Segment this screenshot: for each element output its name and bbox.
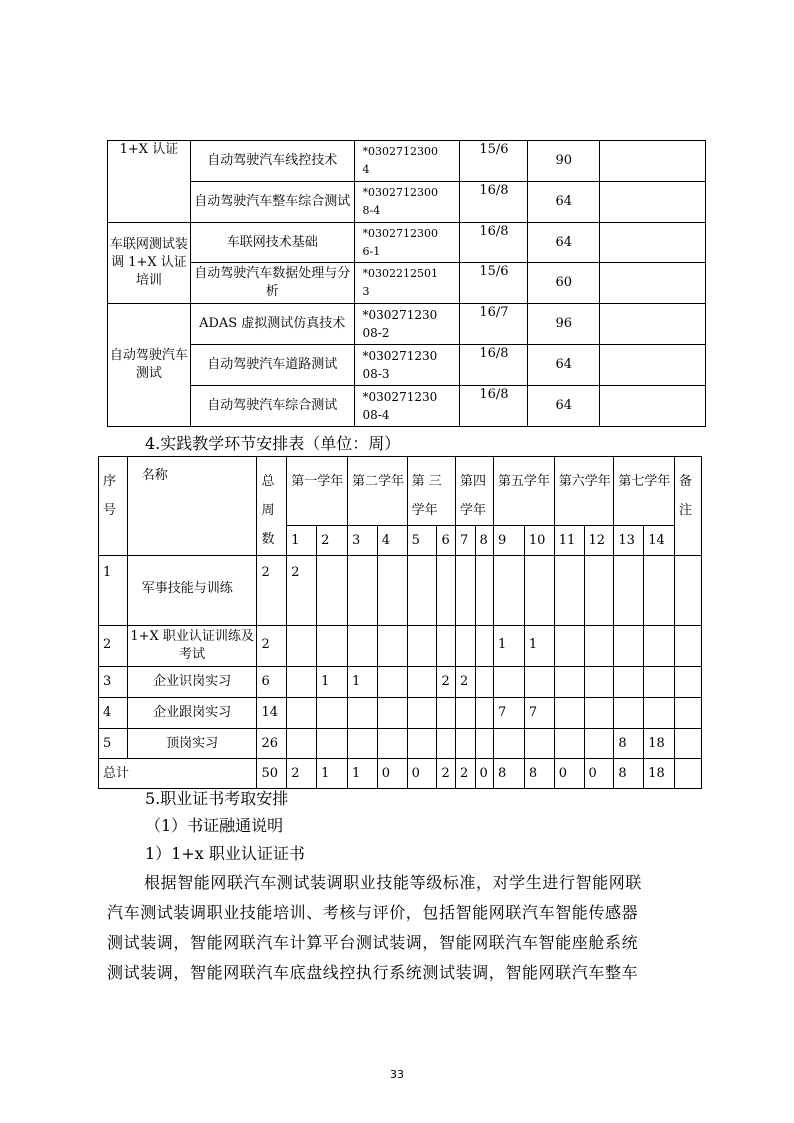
remark-cell <box>675 729 702 759</box>
week-cell <box>317 698 348 729</box>
hours-cell: 64 <box>528 182 600 223</box>
week-cell <box>614 626 644 667</box>
week-cell: 2 <box>437 667 456 698</box>
week-cell <box>584 667 614 698</box>
week-cell <box>347 626 377 667</box>
week-cell <box>347 556 377 626</box>
summary-week-cell: 1 <box>317 759 348 789</box>
remark-cell <box>675 626 702 667</box>
header-remark: 备注 <box>675 457 702 556</box>
week-cell: 7 <box>524 698 554 729</box>
table-row <box>108 386 706 427</box>
week-cell <box>437 729 456 759</box>
week-cell <box>475 698 494 729</box>
table-row <box>99 667 702 698</box>
week-cell <box>407 556 437 626</box>
remark-cell <box>675 698 702 729</box>
week-cell <box>407 729 437 759</box>
table-row <box>99 626 702 667</box>
week-cell <box>437 556 456 626</box>
table-row <box>99 556 702 626</box>
week-header: 2 <box>317 526 348 556</box>
empty-cell <box>600 223 706 263</box>
week-cell <box>644 556 675 626</box>
week-cell <box>475 556 494 626</box>
week-cell <box>644 626 675 667</box>
course-name-cell: 车联网技术基础 <box>190 223 354 263</box>
seq-cell: 3 <box>99 667 128 698</box>
course-name-cell: 自动驾驶汽车整车综合测试 <box>190 182 354 223</box>
name-cell: 1+X 职业认证训练及考试 <box>127 626 257 667</box>
summary-row <box>99 759 702 789</box>
semester-cell: 15/6 <box>460 141 528 182</box>
category-cell: 车联网测试装调 1+X 认证培训 <box>108 223 191 304</box>
semester-cell: 16/8 <box>460 386 528 427</box>
header-row <box>99 457 702 526</box>
hours-cell: 96 <box>528 304 600 345</box>
summary-label: 总计 <box>99 759 257 789</box>
table-row <box>108 345 706 386</box>
course-name-cell: 自动驾驶汽车线控技术 <box>190 141 354 182</box>
week-cell <box>317 729 348 759</box>
week-cell <box>524 729 554 759</box>
course-code-cell: *0302712300 6-1 <box>354 223 460 263</box>
week-header: 6 <box>437 526 456 556</box>
summary-week-cell: 8 <box>614 759 644 789</box>
summary-week-cell: 0 <box>554 759 584 789</box>
week-cell <box>377 667 407 698</box>
table-row <box>108 182 706 223</box>
week-header: 12 <box>584 526 614 556</box>
table-row <box>108 304 706 345</box>
week-cell <box>287 667 317 698</box>
name-cell: 军事技能与训练 <box>127 556 257 626</box>
summary-week-cell: 2 <box>437 759 456 789</box>
week-header: 7 <box>455 526 475 556</box>
week-cell <box>584 626 614 667</box>
header-seq: 序号 <box>99 457 128 556</box>
week-cell <box>287 626 317 667</box>
week-cell <box>554 729 584 759</box>
week-cell <box>494 556 525 626</box>
paragraph-line: 汽车测试装调职业技能培训、考核与评价，包括智能网联汽车智能传感器 <box>107 903 639 922</box>
week-cell <box>437 626 456 667</box>
week-cell <box>377 556 407 626</box>
name-cell: 企业跟岗实习 <box>127 698 257 729</box>
empty-cell <box>600 386 706 427</box>
week-cell <box>524 556 554 626</box>
hours-cell: 64 <box>528 223 600 263</box>
week-cell <box>554 556 584 626</box>
week-cell <box>584 556 614 626</box>
course-table <box>107 140 706 427</box>
total-cell: 26 <box>257 729 287 759</box>
week-cell <box>437 698 456 729</box>
header-year-2: 第二学年 <box>347 457 407 526</box>
week-cell <box>584 698 614 729</box>
name-cell: 顶岗实习 <box>127 729 257 759</box>
semester-cell: 15/6 <box>460 263 528 304</box>
week-cell <box>584 729 614 759</box>
week-cell <box>455 556 475 626</box>
week-cell <box>317 626 348 667</box>
week-cell <box>554 626 584 667</box>
summary-week-cell: 18 <box>644 759 675 789</box>
week-cell <box>287 698 317 729</box>
week-cell <box>377 626 407 667</box>
course-code-cell: *0302712300 8-4 <box>354 182 460 223</box>
category-cell: 自动驾驶汽车测试 <box>108 304 191 427</box>
seq-cell: 2 <box>99 626 128 667</box>
total-cell: 2 <box>257 556 287 626</box>
week-cell <box>347 729 377 759</box>
summary-week-cell: 1 <box>347 759 377 789</box>
name-cell: 企业识岗实习 <box>127 667 257 698</box>
course-name-cell: 自动驾驶汽车道路测试 <box>190 345 354 386</box>
semester-cell: 16/8 <box>460 182 528 223</box>
week-cell: 1 <box>317 667 348 698</box>
week-cell <box>554 667 584 698</box>
week-cell <box>614 667 644 698</box>
summary-week-cell: 0 <box>475 759 494 789</box>
empty-cell <box>600 182 706 223</box>
summary-week-cell: 0 <box>377 759 407 789</box>
header-year-3: 第 三 学年 <box>407 457 455 526</box>
empty-cell <box>600 141 706 182</box>
subsection-heading-2: 1）1+x 职业认证证书 <box>145 844 305 863</box>
course-code-cell: *030271230 08-4 <box>354 386 460 427</box>
week-cell <box>407 698 437 729</box>
practice-rows <box>99 556 702 789</box>
week-cell <box>377 729 407 759</box>
week-cell <box>494 667 525 698</box>
week-header: 10 <box>524 526 554 556</box>
week-cell <box>407 667 437 698</box>
week-cell <box>475 667 494 698</box>
page-number: 33 <box>390 1068 404 1081</box>
week-header: 13 <box>614 526 644 556</box>
week-header: 5 <box>407 526 437 556</box>
week-cell <box>407 626 437 667</box>
semester-cell: 16/8 <box>460 345 528 386</box>
hours-cell: 64 <box>528 345 600 386</box>
table-row <box>108 263 706 304</box>
header-year-6: 第六学年 <box>554 457 614 526</box>
category-cell: 1+X 认证 <box>108 141 191 223</box>
remark-cell <box>675 759 702 789</box>
seq-cell: 5 <box>99 729 128 759</box>
header-name: 名称 <box>127 457 257 556</box>
course-name-cell: 自动驾驶汽车综合测试 <box>190 386 354 427</box>
section-heading-4: 4.实践教学环节安排表（单位：周） <box>145 434 401 453</box>
week-cell: 2 <box>287 556 317 626</box>
total-cell: 6 <box>257 667 287 698</box>
summary-week-cell: 0 <box>407 759 437 789</box>
seq-cell: 4 <box>99 698 128 729</box>
week-cell: 1 <box>347 667 377 698</box>
week-cell <box>475 729 494 759</box>
semester-cell: 16/8 <box>460 223 528 263</box>
week-header: 1 <box>287 526 317 556</box>
section-heading-5: 5.职业证书考取安排 <box>145 789 289 808</box>
summary-week-cell: 8 <box>494 759 525 789</box>
week-cell <box>317 556 348 626</box>
header-year-4: 第四学年 <box>455 457 493 526</box>
week-cell: 2 <box>455 667 475 698</box>
week-cell <box>475 626 494 667</box>
course-name-cell: 自动驾驶汽车数据处理与分析 <box>190 263 354 304</box>
remark-cell <box>675 667 702 698</box>
course-code-cell: *0302712300 4 <box>354 141 460 182</box>
paragraph-line: 测试装调，智能网联汽车计算平台测试装调，智能网联汽车智能座舱系统 <box>107 933 639 952</box>
empty-cell <box>600 345 706 386</box>
week-cell <box>644 667 675 698</box>
summary-week-cell: 2 <box>455 759 475 789</box>
total-cell: 2 <box>257 626 287 667</box>
week-cell: 1 <box>494 626 525 667</box>
week-cell: 7 <box>494 698 525 729</box>
summary-week-cell: 0 <box>584 759 614 789</box>
week-cell <box>455 729 475 759</box>
semester-cell: 16/7 <box>460 304 528 345</box>
course-name-cell: ADAS 虚拟测试仿真技术 <box>190 304 354 345</box>
paragraph-line: 根据智能网联汽车测试装调职业技能等级标准，对学生进行智能网联 <box>144 873 643 892</box>
week-cell <box>287 729 317 759</box>
week-header: 4 <box>377 526 407 556</box>
summary-week-cell: 8 <box>524 759 554 789</box>
week-header: 14 <box>644 526 675 556</box>
summary-week-cell: 2 <box>287 759 317 789</box>
week-header: 11 <box>554 526 584 556</box>
week-cell <box>614 556 644 626</box>
summary-total: 50 <box>257 759 287 789</box>
week-header: 3 <box>347 526 377 556</box>
course-code-cell: *0302212501 3 <box>354 263 460 304</box>
hours-cell: 64 <box>528 386 600 427</box>
week-cell <box>494 729 525 759</box>
empty-cell <box>600 263 706 304</box>
table-row <box>108 223 706 263</box>
week-cell <box>455 698 475 729</box>
week-cell: 8 <box>614 729 644 759</box>
paragraph-line: 测试装调，智能网联汽车底盘线控执行系统测试装调，智能网联汽车整车 <box>107 963 639 982</box>
week-cell <box>455 626 475 667</box>
hours-cell: 60 <box>528 263 600 304</box>
week-cell: 1 <box>524 626 554 667</box>
course-code-cell: *030271230 08-3 <box>354 345 460 386</box>
table-row <box>99 729 702 759</box>
subsection-heading: （1）书证融通说明 <box>145 816 284 835</box>
hours-cell: 90 <box>528 141 600 182</box>
week-cell <box>347 698 377 729</box>
table-row <box>99 698 702 729</box>
header-year-5: 第五学年 <box>494 457 555 526</box>
seq-cell: 1 <box>99 556 128 626</box>
week-cell <box>554 698 584 729</box>
remark-cell <box>675 556 702 626</box>
header-total-weeks: 总周数 <box>257 457 287 556</box>
week-cell <box>524 667 554 698</box>
table-row <box>108 141 706 182</box>
course-code-cell: *030271230 08-2 <box>354 304 460 345</box>
empty-cell <box>600 304 706 345</box>
total-cell: 14 <box>257 698 287 729</box>
header-year-1: 第一学年 <box>287 457 348 526</box>
week-cell: 18 <box>644 729 675 759</box>
week-header: 9 <box>494 526 525 556</box>
week-cell <box>644 698 675 729</box>
header-year-7: 第七学年 <box>614 457 675 526</box>
week-cell <box>614 698 644 729</box>
practice-schedule-table <box>98 456 702 789</box>
week-header: 8 <box>475 526 494 556</box>
week-cell <box>377 698 407 729</box>
